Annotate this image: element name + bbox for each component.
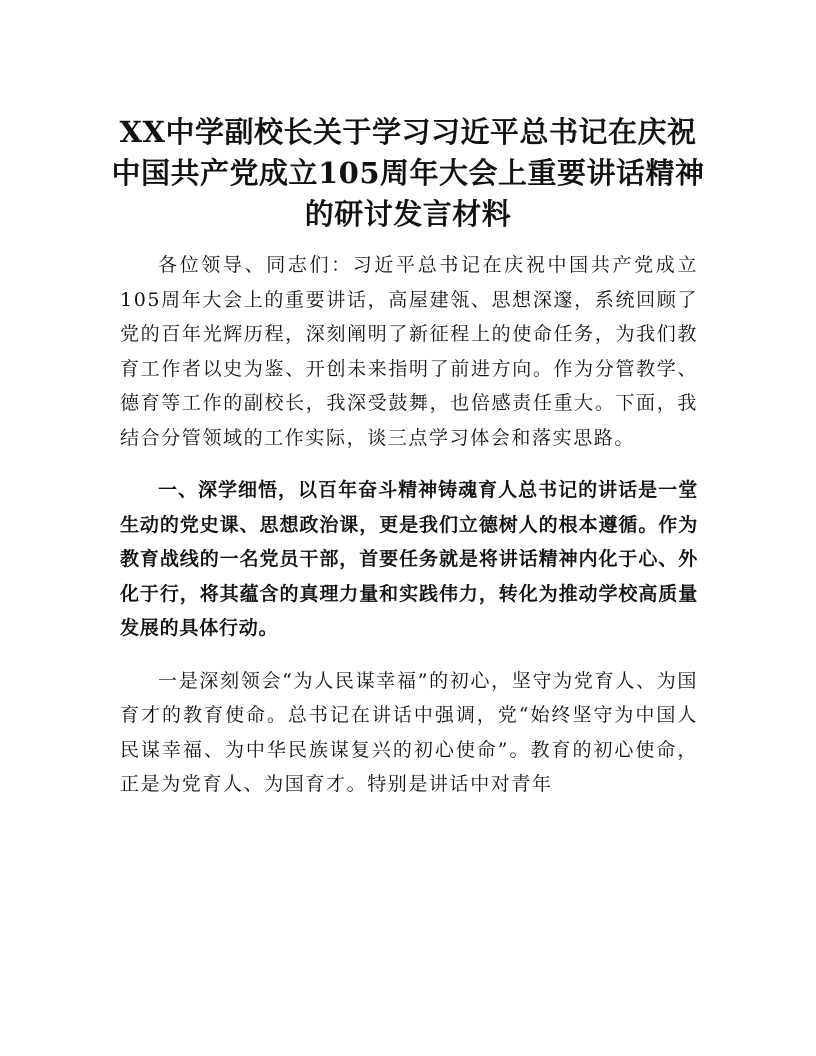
point-one-paragraph: 一是深刻领会“为人民谋幸福”的初心，坚守为党育人、为国育才的教育使命。总书记在讲话中强调，党“始终坚守为中国人民谋幸福、为中华民族谋复兴的初心使命”。教育的初心使命，正是为党育人、为国育才。特别是讲话中对青年 xyxy=(120,669,698,795)
document-title: XX中学副校长关于学习习近平总书记在庆祝中国共产党成立105周年大会上重要讲话精神的研讨发言材料 xyxy=(111,115,705,231)
document-body xyxy=(120,248,698,802)
opening-paragraph: 各位领导、同志们：习近平总书记在庆祝中国共产党成立105周年大会上的重要讲话，高屋建瓴、思想深邃，系统回顾了党的百年光辉历程，深刻阐明了新征程上的使命任务，为我们教育工作者以史为鉴、开创未来指明了前进方向。作为分管教学、德育等工作的副校长，我深受鼓舞，也倍感责任重大。下面，我结合分管领域的工作实际，谈三点学习体会和落实思路。 xyxy=(120,254,698,449)
section-one-paragraph: 一、深学细悟，以百年奋斗精神铸魂育人总书记的讲话是一堂生动的党史课、思想政治课，更是我们立德树人的根本遵循。作为教育战线的一名党员干部，首要任务就是将讲话精神内化于心、外化于行，将其蕴含的真理力量和实践伟力，转化为推动学校高质量发展的具体行动。 xyxy=(120,479,698,639)
